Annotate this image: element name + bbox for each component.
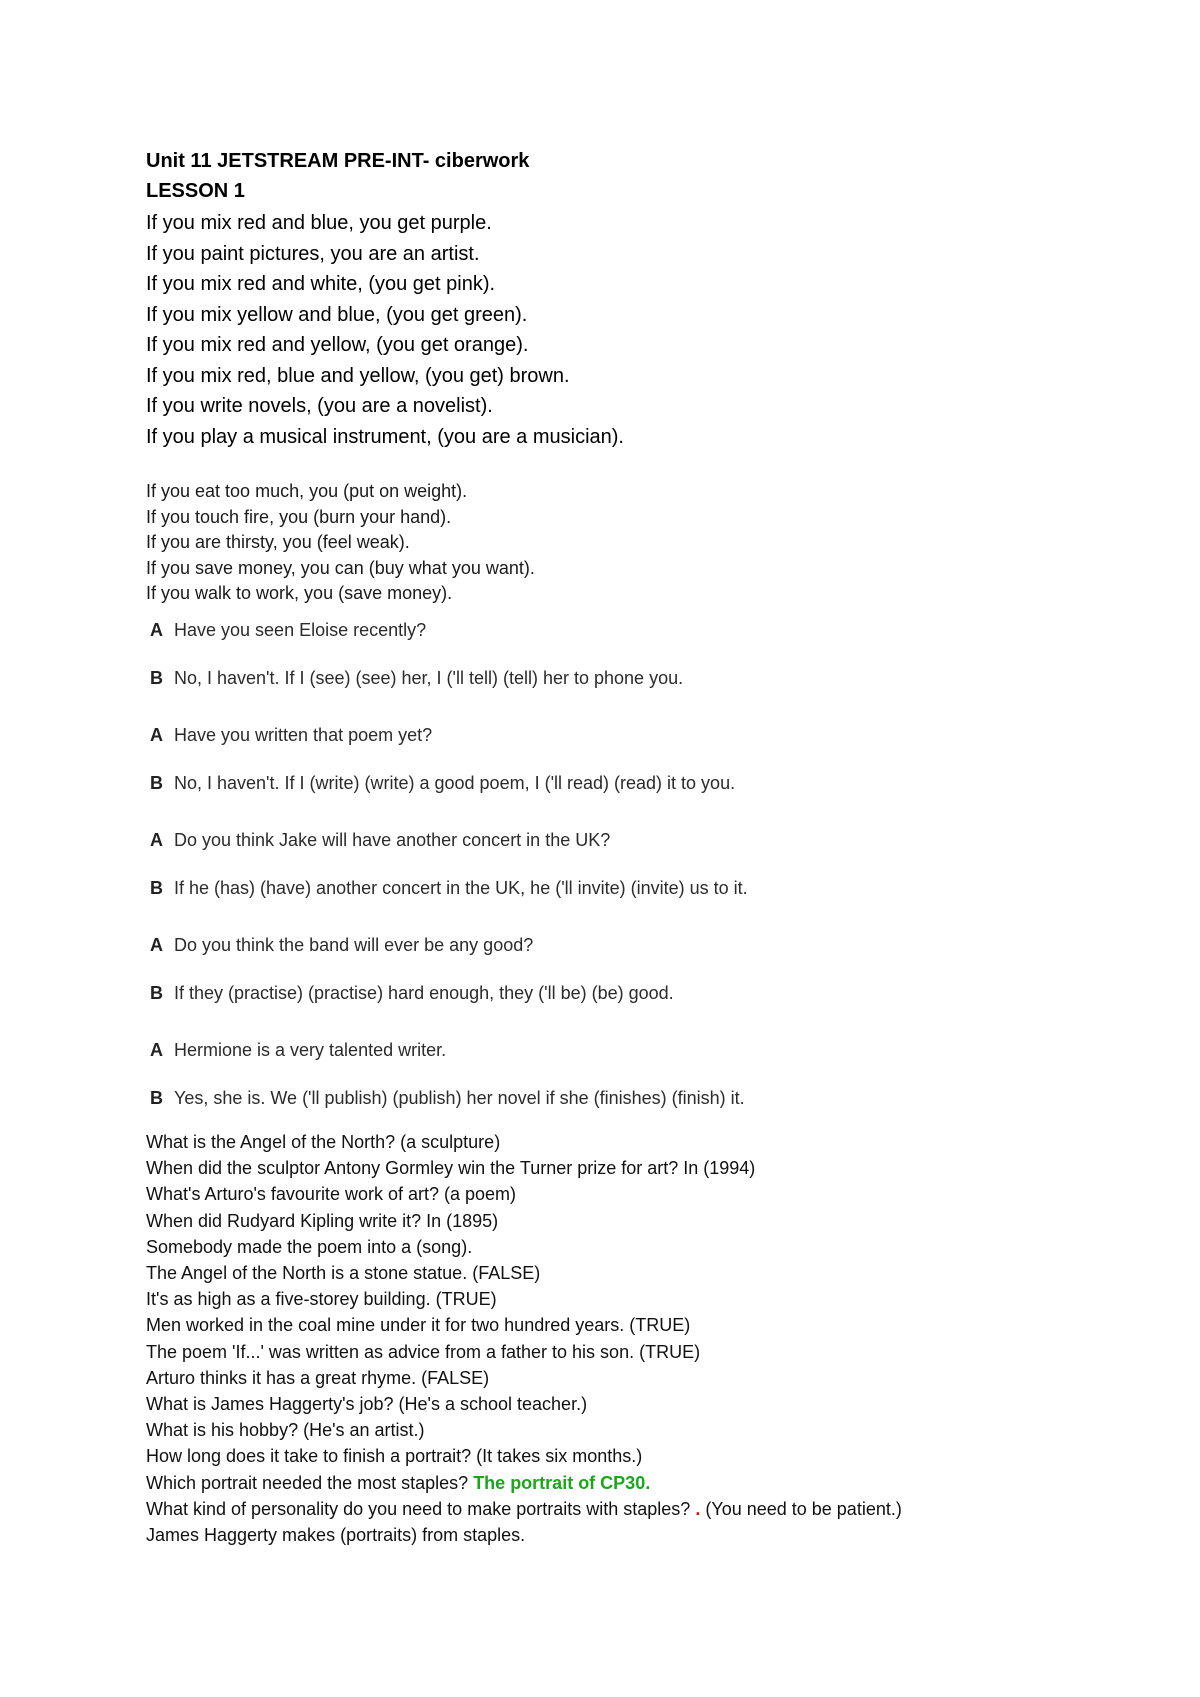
section-colors-jobs bbox=[146, 208, 624, 452]
personality-question: What kind of personality do you need to make portraits with staples? bbox=[146, 1498, 691, 1519]
speaker-label: B bbox=[150, 1088, 163, 1108]
dialogue-text: Hermione is a very talented writer. bbox=[174, 1040, 447, 1060]
speaker-label: B bbox=[150, 773, 163, 793]
sentence: If you mix red, blue and yellow, (you get) brown. bbox=[146, 364, 570, 387]
question-line: What is his hobby? (He's an artist.) bbox=[146, 1420, 425, 1441]
sentence: If you play a musical instrument, (you are a musician). bbox=[146, 425, 624, 448]
sentence: If you eat too much, you (put on weight). bbox=[146, 481, 468, 501]
question-line: What is James Haggerty's job? (He's a school teacher.) bbox=[146, 1394, 588, 1415]
speaker-label: B bbox=[150, 878, 163, 898]
question-line: How long does it take to finish a portrait? (It takes six months.) bbox=[146, 1446, 643, 1467]
speaker-label: A bbox=[150, 620, 163, 640]
sentence: If you are thirsty, you (feel weak). bbox=[146, 532, 410, 553]
personality-answer: (You need to be patient.) bbox=[705, 1498, 902, 1519]
dialogue-text: Yes, she is. We ('ll publish) (publish) her novel if she (finishes) (finish) it. bbox=[174, 1088, 745, 1108]
sentence: If you mix red and white, (you get pink). bbox=[146, 273, 496, 295]
dialogue-text: No, I haven't. If I (see) (see) her, I ('ll tell) (tell) her to phone you. bbox=[174, 668, 684, 688]
question-line: What's Arturo's favourite work of art? (a poem) bbox=[146, 1184, 517, 1205]
dialogue-text: Have you written that poem yet? bbox=[174, 725, 433, 745]
section-consequences bbox=[146, 479, 535, 607]
dialogue-line bbox=[150, 981, 674, 1005]
speaker-label: A bbox=[150, 935, 163, 955]
question-line: When did Rudyard Kipling write it? In (1895) bbox=[146, 1210, 499, 1231]
document-title: Unit 11 JETSTREAM PRE-INT- ciberwork bbox=[146, 150, 530, 172]
question-line: Arturo thinks it has a great rhyme. (FALSE) bbox=[146, 1367, 490, 1388]
staples-question: Which portrait needed the most staples? bbox=[146, 1472, 469, 1493]
personality-question-line bbox=[146, 1496, 902, 1522]
question-line: When did the sculptor Antony Gormley win the Turner prize for art? In (1994) bbox=[146, 1158, 756, 1179]
dialogue-line bbox=[150, 723, 432, 747]
speaker-label: B bbox=[150, 983, 163, 1003]
question-line: Somebody made the poem into a (song). bbox=[146, 1236, 473, 1257]
lesson-heading: LESSON 1 bbox=[146, 180, 245, 202]
speaker-label: A bbox=[150, 1040, 163, 1060]
question-line: James Haggerty makes (portraits) from staples. bbox=[146, 1525, 526, 1546]
sentence: If you mix red and blue, you get purple. bbox=[146, 212, 492, 234]
dialogue-text: No, I haven't. If I (write) (write) a good poem, I ('ll read) (read) it to you. bbox=[174, 773, 736, 793]
dialogue-text: Have you seen Eloise recently? bbox=[174, 620, 427, 640]
sentence: If you save money, you can (buy what you want). bbox=[146, 557, 535, 578]
red-mark: . bbox=[695, 1498, 701, 1519]
question-line: The poem 'If...' was written as advice from a father to his son. (TRUE) bbox=[146, 1341, 701, 1362]
dialogue-line bbox=[150, 771, 735, 795]
dialogue-text: If he (has) (have) another concert in the UK, he ('ll invite) (invite) us to it. bbox=[174, 878, 748, 898]
question-line: The Angel of the North is a stone statue. (FALSE) bbox=[146, 1263, 541, 1284]
dialogue-line bbox=[150, 666, 683, 690]
dialogue-line bbox=[150, 933, 533, 957]
sentence: If you paint pictures, you are an artist. bbox=[146, 242, 480, 265]
sentence: If you write novels, (you are a novelist). bbox=[146, 395, 493, 417]
dialogue-text: Do you think Jake will have another concert in the UK? bbox=[174, 830, 611, 850]
dialogue-text: If they (practise) (practise) hard enough, they ('ll be) (be) good. bbox=[174, 983, 674, 1003]
dialogue-line bbox=[150, 828, 610, 852]
question-line: It's as high as a five-storey building. (TRUE) bbox=[146, 1289, 497, 1310]
dialogue-line bbox=[150, 1038, 446, 1062]
staples-question-line bbox=[146, 1470, 902, 1496]
sentence: If you mix yellow and blue, (you get green). bbox=[146, 303, 528, 326]
dialogue-text: Do you think the band will ever be any good? bbox=[174, 935, 534, 955]
sentence: If you walk to work, you (save money). bbox=[146, 583, 453, 604]
section-comprehension bbox=[146, 1129, 902, 1548]
question-line: What is the Angel of the North? (a sculpture) bbox=[146, 1132, 501, 1152]
sentence: If you touch fire, you (burn your hand). bbox=[146, 506, 452, 527]
dialogue-line bbox=[150, 876, 748, 900]
dialogue-line bbox=[150, 618, 426, 642]
sentence: If you mix red and yellow, (you get orange). bbox=[146, 334, 529, 356]
question-line: Men worked in the coal mine under it for two hundred years. (TRUE) bbox=[146, 1315, 691, 1336]
speaker-label: A bbox=[150, 725, 163, 745]
staples-answer: The portrait of CP30. bbox=[473, 1472, 651, 1493]
dialogue-line bbox=[150, 1086, 745, 1110]
speaker-label: B bbox=[150, 668, 163, 688]
speaker-label: A bbox=[150, 830, 163, 850]
